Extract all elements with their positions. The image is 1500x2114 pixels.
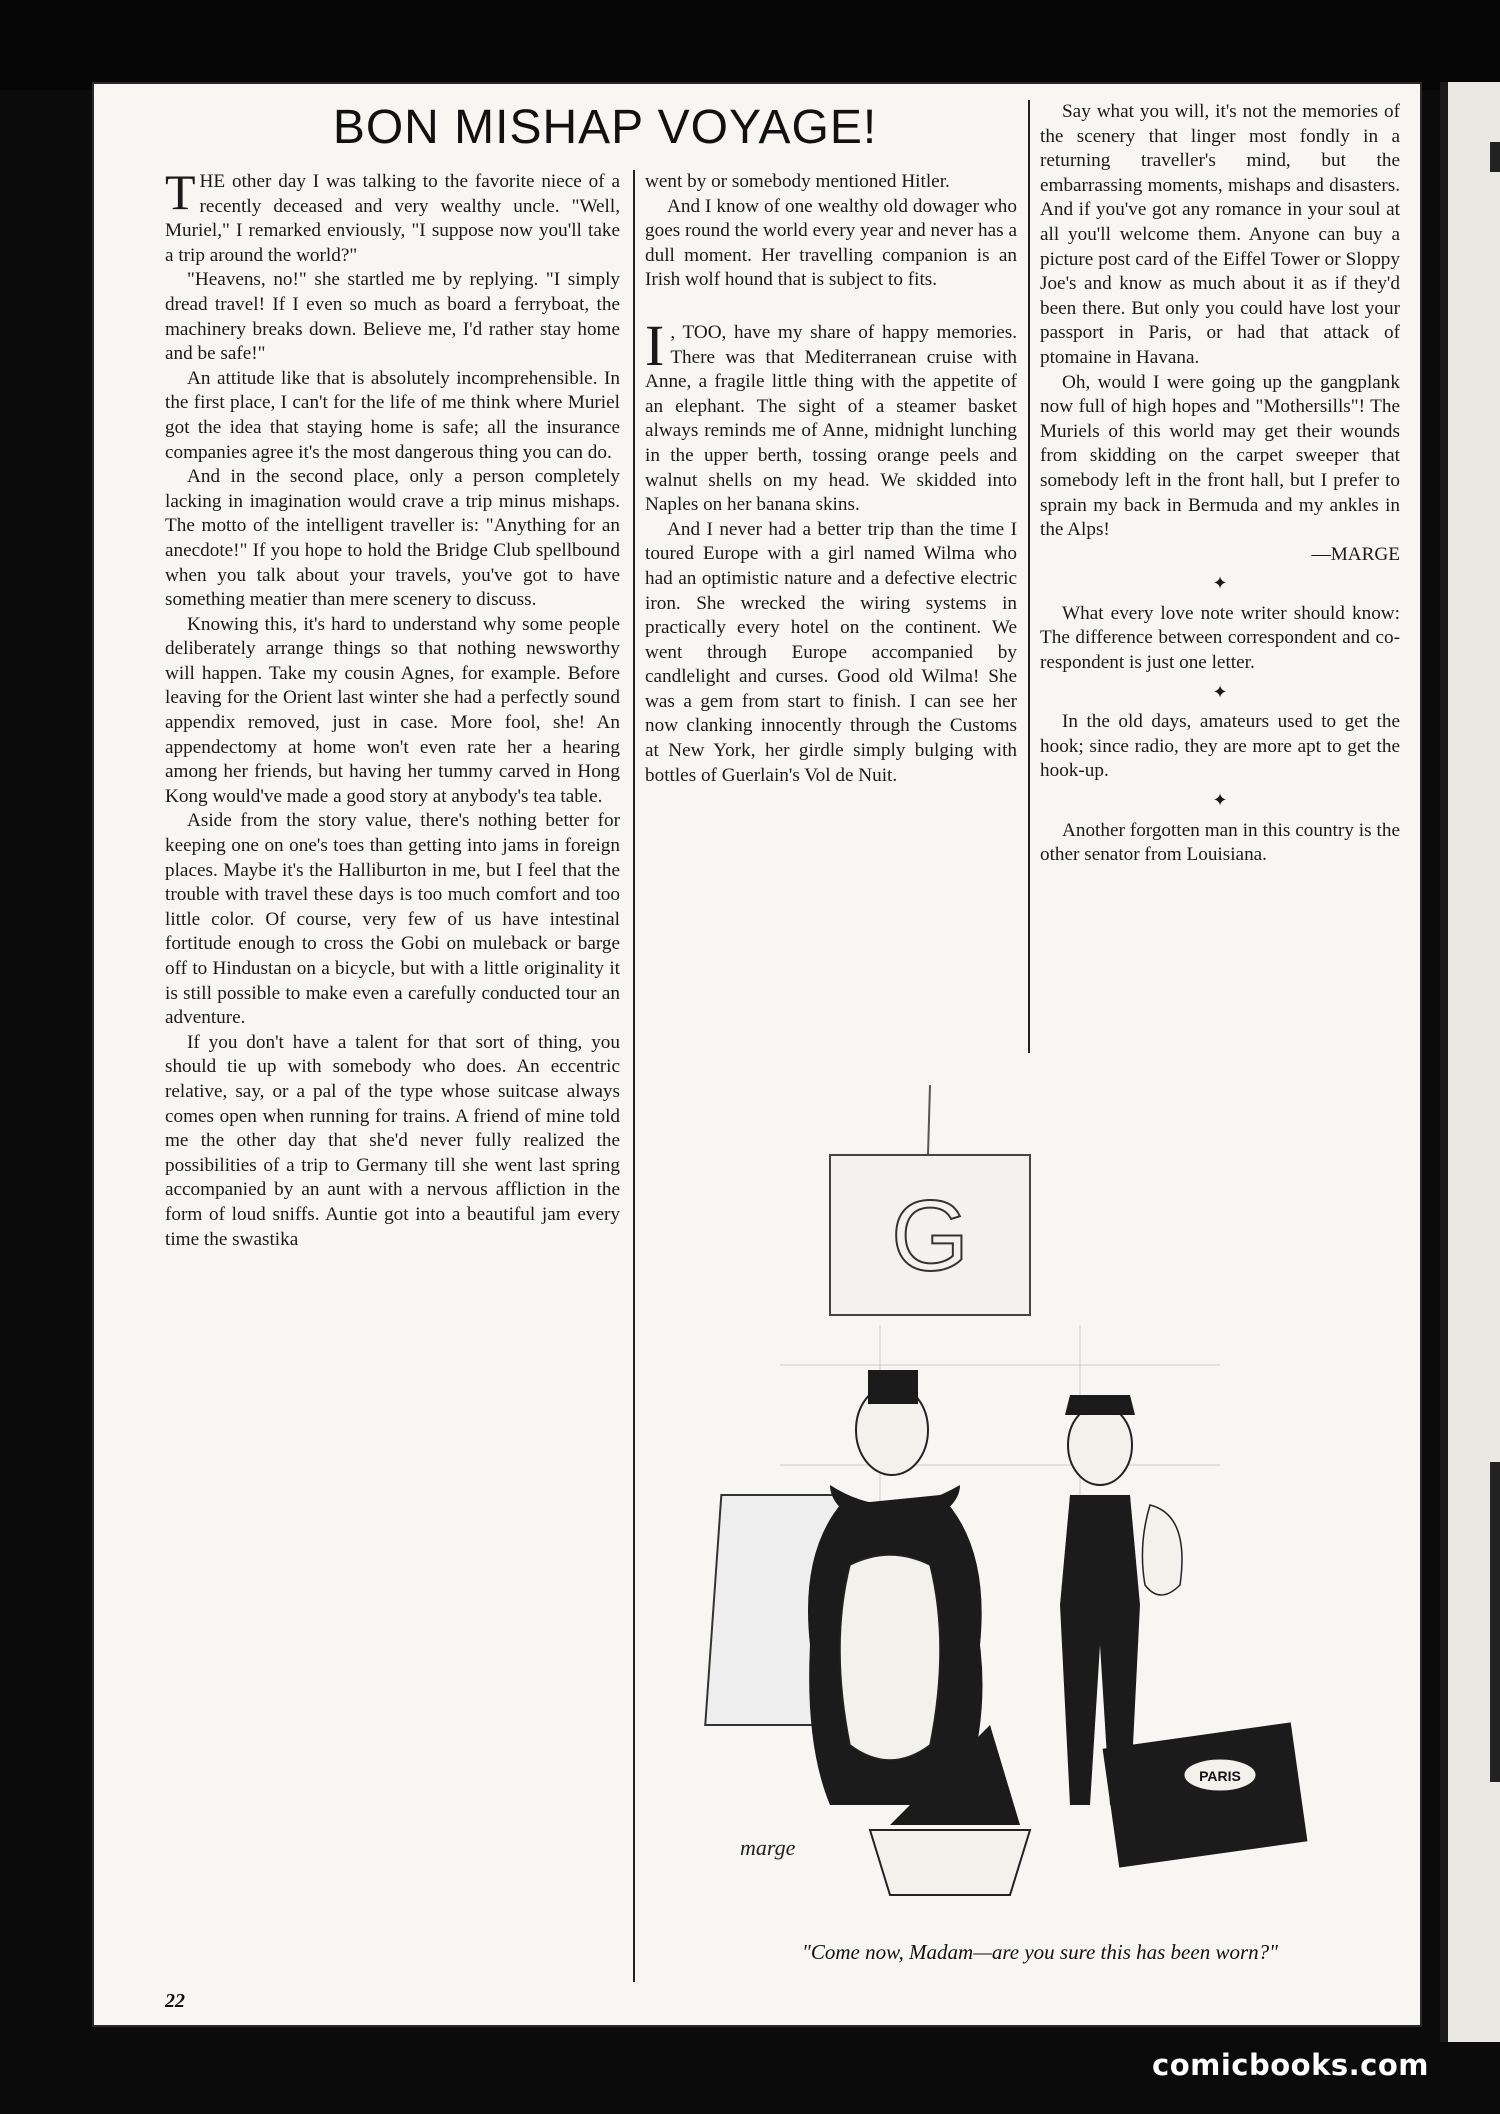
column-rule — [633, 170, 635, 1982]
column-rule — [1028, 100, 1030, 1053]
ornament-icon: ✦ — [1212, 790, 1228, 811]
filler-item: In the old days, amateurs used to get the hook; since radio, they are more apt to get the hook-up. — [1040, 711, 1400, 782]
paragraph: "Heavens, no!" she startled me by replying. "I simply dread travel! If I even so much as board a ferryboat, the machinery breaks down. Believe me, I'd rather stay home and be safe!" — [165, 269, 620, 365]
cartoon-caption: "Come now, Madam—are you sure this has been worn?" — [802, 1940, 1278, 1964]
artist-signature: marge — [740, 1835, 796, 1860]
column-1 — [165, 164, 620, 1252]
column-2 — [645, 170, 1017, 788]
ornament-icon: ✦ — [1212, 573, 1228, 594]
column-3 — [1040, 100, 1400, 868]
ornament-icon: ✦ — [1212, 681, 1228, 702]
paragraph: THE other day I was talking to the favorite niece of a recently deceased and very wealthy uncle. "Well, Muriel," I remarked enviously, "I suppose now you'll take a trip around the world?" — [165, 164, 620, 266]
watermark: comicbooks.com — [1152, 2048, 1429, 2082]
edge-mark — [1490, 142, 1500, 172]
adjacent-page-edge — [1440, 82, 1500, 2042]
author-signature: —MARGE — [1311, 543, 1400, 565]
paragraph: An attitude like that is absolutely incomprehensible. In the first place, I can't for the life of me think where Muriel got the idea that staying home is safe; all the insurance companies agree it's the most dangerous thing you can do. — [165, 367, 620, 463]
page-gutter — [1440, 82, 1448, 2042]
suitcase-label: PARIS — [1199, 1768, 1241, 1784]
paragraph: Oh, would I were going up the gangplank now full of high hopes and "Mothersills"! The Muriels of this world may get their wounds from skidding on the carpet sweeper that somebody left in the front hall, but I prefer to sprain my back in Bermuda and my ankles in the Alps! —MARGE — [1040, 371, 1400, 568]
paragraph: went by or somebody mentioned Hitler. — [645, 171, 950, 192]
paragraph: Say what you will, it's not the memories of the scenery that linger most fondly in a returning traveller's mind, but the embarrassing moments, mishaps and disasters. And if you've got any romance in your soul at all you'll welcome them. Anyone can buy a picture post card of the Eiffel Tower or Sloppy Joe's and know as much about it as if they'd been there. But only you could have lost your passport in Paris, or had that attack of ptomaine in Havana. — [1040, 101, 1400, 368]
section-gap — [645, 293, 1017, 321]
drop-cap: T — [165, 164, 196, 220]
sign-letter: G — [891, 1180, 969, 1292]
drop-cap: I — [645, 312, 665, 378]
paragraph: And I never had a better trip than the time I toured Europe with a girl named Wilma who had an optimistic nature and a defective electric iron. She wrecked the wiring systems in practically every hotel on the continent. We went through Europe accompanied by candlelight and curses. Good old Wilma! She was a gem from start to finish. I can see her now clanking innocently through the Customs at New York, her girdle simply bulging with bottles of Guerlain's Vol de Nuit. — [645, 518, 1017, 786]
dowager-figure — [705, 1370, 982, 1805]
filler-item: Another forgotten man in this country is the other senator from Louisiana. — [1040, 819, 1400, 866]
paragraph: Knowing this, it's hard to understand why some people deliberately arrange things so that nothing newsworthy will happen. Take my cousin Agnes, for example. Before leaving for the Orient last winter she had a perfectly sound appendix removed, just in case. More fool, she! An appendectomy at home won't even rate her a hearing among her friends, but having her tummy carved in Hong Kong would've made a good story at anybody's tea table. — [165, 613, 620, 807]
cartoon-illustration — [660, 1085, 1420, 1915]
paragraph: Aside from the story value, there's nothing better for keeping one on one's toes than getting into jams in foreign places. Maybe it's the Halliburton in me, but I feel that the trouble with travel these days is too much comfort and too little color. Of course, very few of us have intestinal fortitude enough to cross the Gobi on muleback or barge off to Hindustan on a bicycle, but with a little originality it is still possible to make even a carefully conducted tour an adventure. — [165, 810, 620, 1029]
edge-mark — [1490, 1462, 1500, 1782]
paragraph: And in the second place, only a person completely lacking in imagination would crave a trip minus mishaps. The motto of the intelligent traveller is: "Anything for an anecdote!" If you hope to hold the Bridge Club spellbound when you talk about your travels, you've got to have something meatier than mere scenery to discuss. — [165, 466, 620, 611]
page-number: 22 — [165, 1990, 185, 2012]
paragraph: I , TOO, have my share of happy memories. There was that Mediterranean cruise with Anne, a fragile little thing with the appetite of an elephant. The sight of a steamer basket always reminds me of Anne, midnight lunching in the upper berth, tossing orange peels and walnut shells on my head. We skidded into Naples on her banana skins. — [645, 312, 1017, 516]
filler-item: What every love note writer should know: The difference between correspondent and co-respondent is just one letter. — [1040, 602, 1400, 674]
article-title: BON MISHAP VOYAGE! — [332, 101, 878, 154]
paragraph: And I know of one wealthy old dowager who goes round the world every year and never has a dull moment. Her travelling companion is an Irish wolf hound that is subject to fits. — [645, 195, 1017, 291]
paragraph: If you don't have a talent for that sort of thing, you should tie up with somebody who does. An eccentric relative, say, or a pal of the type whose suitcase always comes open when running for trains. A friend of mine told me the other day that she'd never fully realized the possibilities of a trip to Germany till she went last spring accompanied by an aunt with a nervous affliction in the form of loud sniffs. Auntie got into a beautiful jam every time the swastika — [165, 1031, 620, 1250]
scan-border-top — [0, 0, 1500, 90]
